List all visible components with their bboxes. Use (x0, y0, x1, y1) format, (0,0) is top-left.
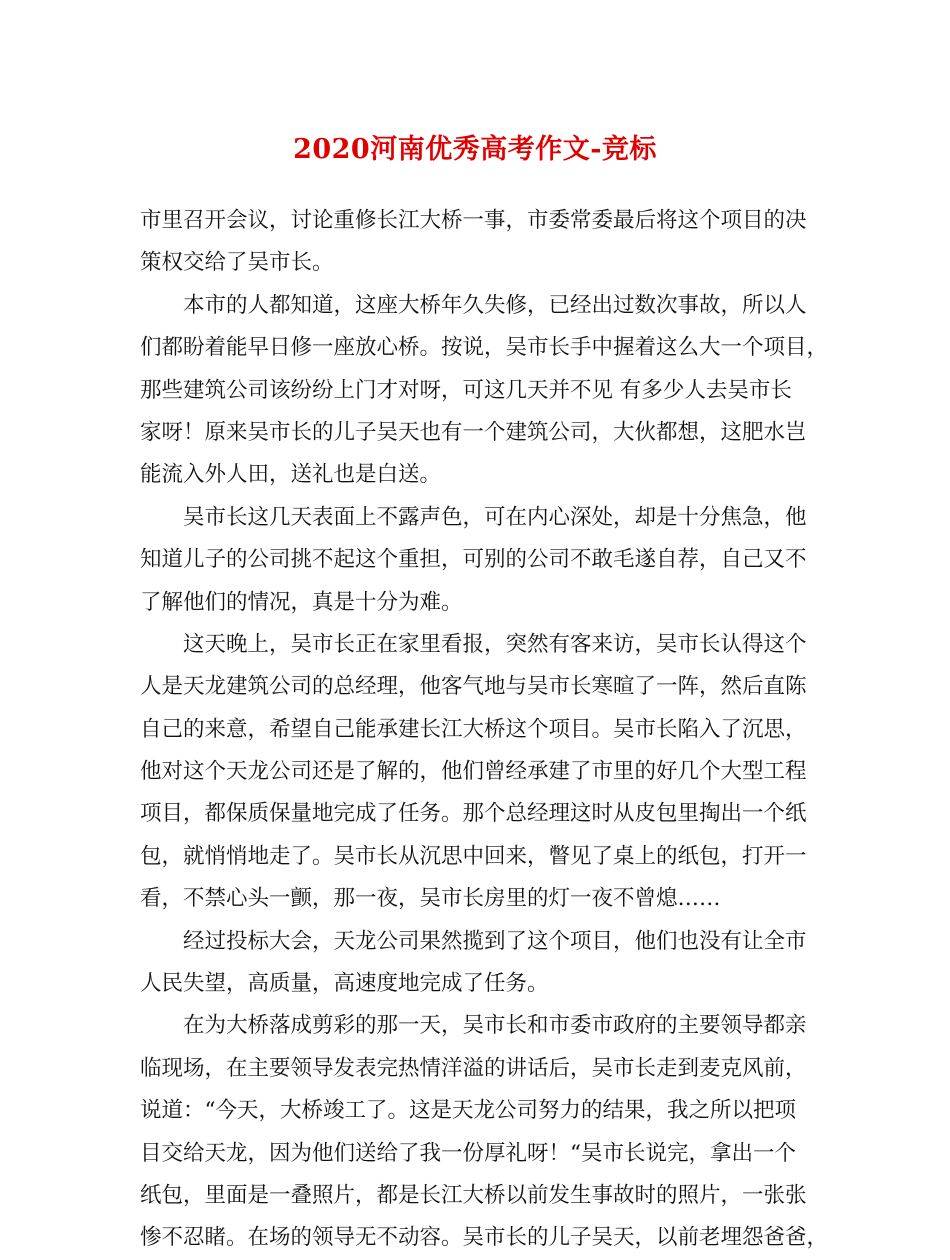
text-line: 知道儿子的公司挑不起这个重担，可别的公司不敢毛遂自荐，自己又不 (140, 547, 807, 573)
text-line: 项目，都保质保量地完成了任务。那个总经理这时从皮包里掏出一个纸 (140, 801, 807, 827)
text-line: 本市的人都知道，这座大桥年久失修，已经出过数次事故，所以人 (183, 292, 807, 318)
text-line: 纸包，里面是一叠照片，都是长江大桥以前发生事故时的照片，一张张 (140, 1182, 807, 1208)
text-line: 经过投标大会，天龙公司果然揽到了这个项目，他们也没有让全市 (183, 928, 807, 954)
text-line: 能流入外人田，送礼也是白送。 (140, 462, 442, 488)
text-line: 策权交给了吴市长。 (140, 250, 334, 276)
text-line: 那些建筑公司该纷纷上门才对呀，可这几天并不见 有多少人去吴市长 (140, 377, 792, 403)
document-body (140, 200, 829, 1260)
text-line: 们都盼着能早日修一座放心桥。按说，吴市长手中握着这么大一个项目， (140, 335, 829, 361)
text-line: 在为大桥落成剪彩的那一天，吴市长和市委市政府的主要领导都亲 (183, 1013, 807, 1039)
text-line: 他对这个天龙公司还是了解的，他们曾经承建了市里的好几个大型工程 (140, 759, 807, 785)
text-line: 看，不禁心头一颤，那一夜，吴市长房里的灯一夜不曾熄…… (140, 886, 721, 912)
document-title: 2020河南优秀高考作文-竞标 (293, 134, 657, 165)
text-line: 这天晚上，吴市长正在家里看报，突然有客来访，吴市长认得这个 (183, 631, 807, 657)
text-line: 临现场，在主要领导发表完热情洋溢的讲话后，吴市长走到麦克风前， (140, 1055, 807, 1081)
text-line: 自己的来意，希望自己能承建长江大桥这个项目。吴市长陷入了沉思， (140, 716, 807, 742)
text-line: 了解他们的情况，真是十分为难。 (140, 589, 463, 615)
text-line: 惨不忍睹。在场的领导无不动容。吴市长的儿子吴天，以前老埋怨爸爸， (140, 1225, 829, 1251)
text-line: 人民失望，高质量，高速度地完成了任务。 (140, 971, 549, 997)
text-line: 家呀！原来吴市长的儿子吴天也有一个建筑公司，大伙都想，这肥水岂 (140, 419, 807, 445)
text-line: 包，就悄悄地走了。吴市长从沉思中回来，瞥见了桌上的纸包，打开一 (140, 843, 807, 869)
text-line: 说道：“今天，大桥竣工了。这是天龙公司努力的结果，我之所以把项 (140, 1098, 796, 1124)
text-line: 目交给天龙，因为他们送给了我一份厚礼呀！“吴市长说完，拿出一个 (140, 1140, 796, 1166)
text-line: 人是天龙建筑公司的总经理，他客气地与吴市长寒暄了一阵，然后直陈 (140, 674, 807, 700)
text-line: 市里召开会议，讨论重修长江大桥一事，市委常委最后将这个项目的决 (140, 208, 807, 233)
text-line: 吴市长这几天表面上不露声色，可在内心深处，却是十分焦急，他 (183, 504, 807, 530)
